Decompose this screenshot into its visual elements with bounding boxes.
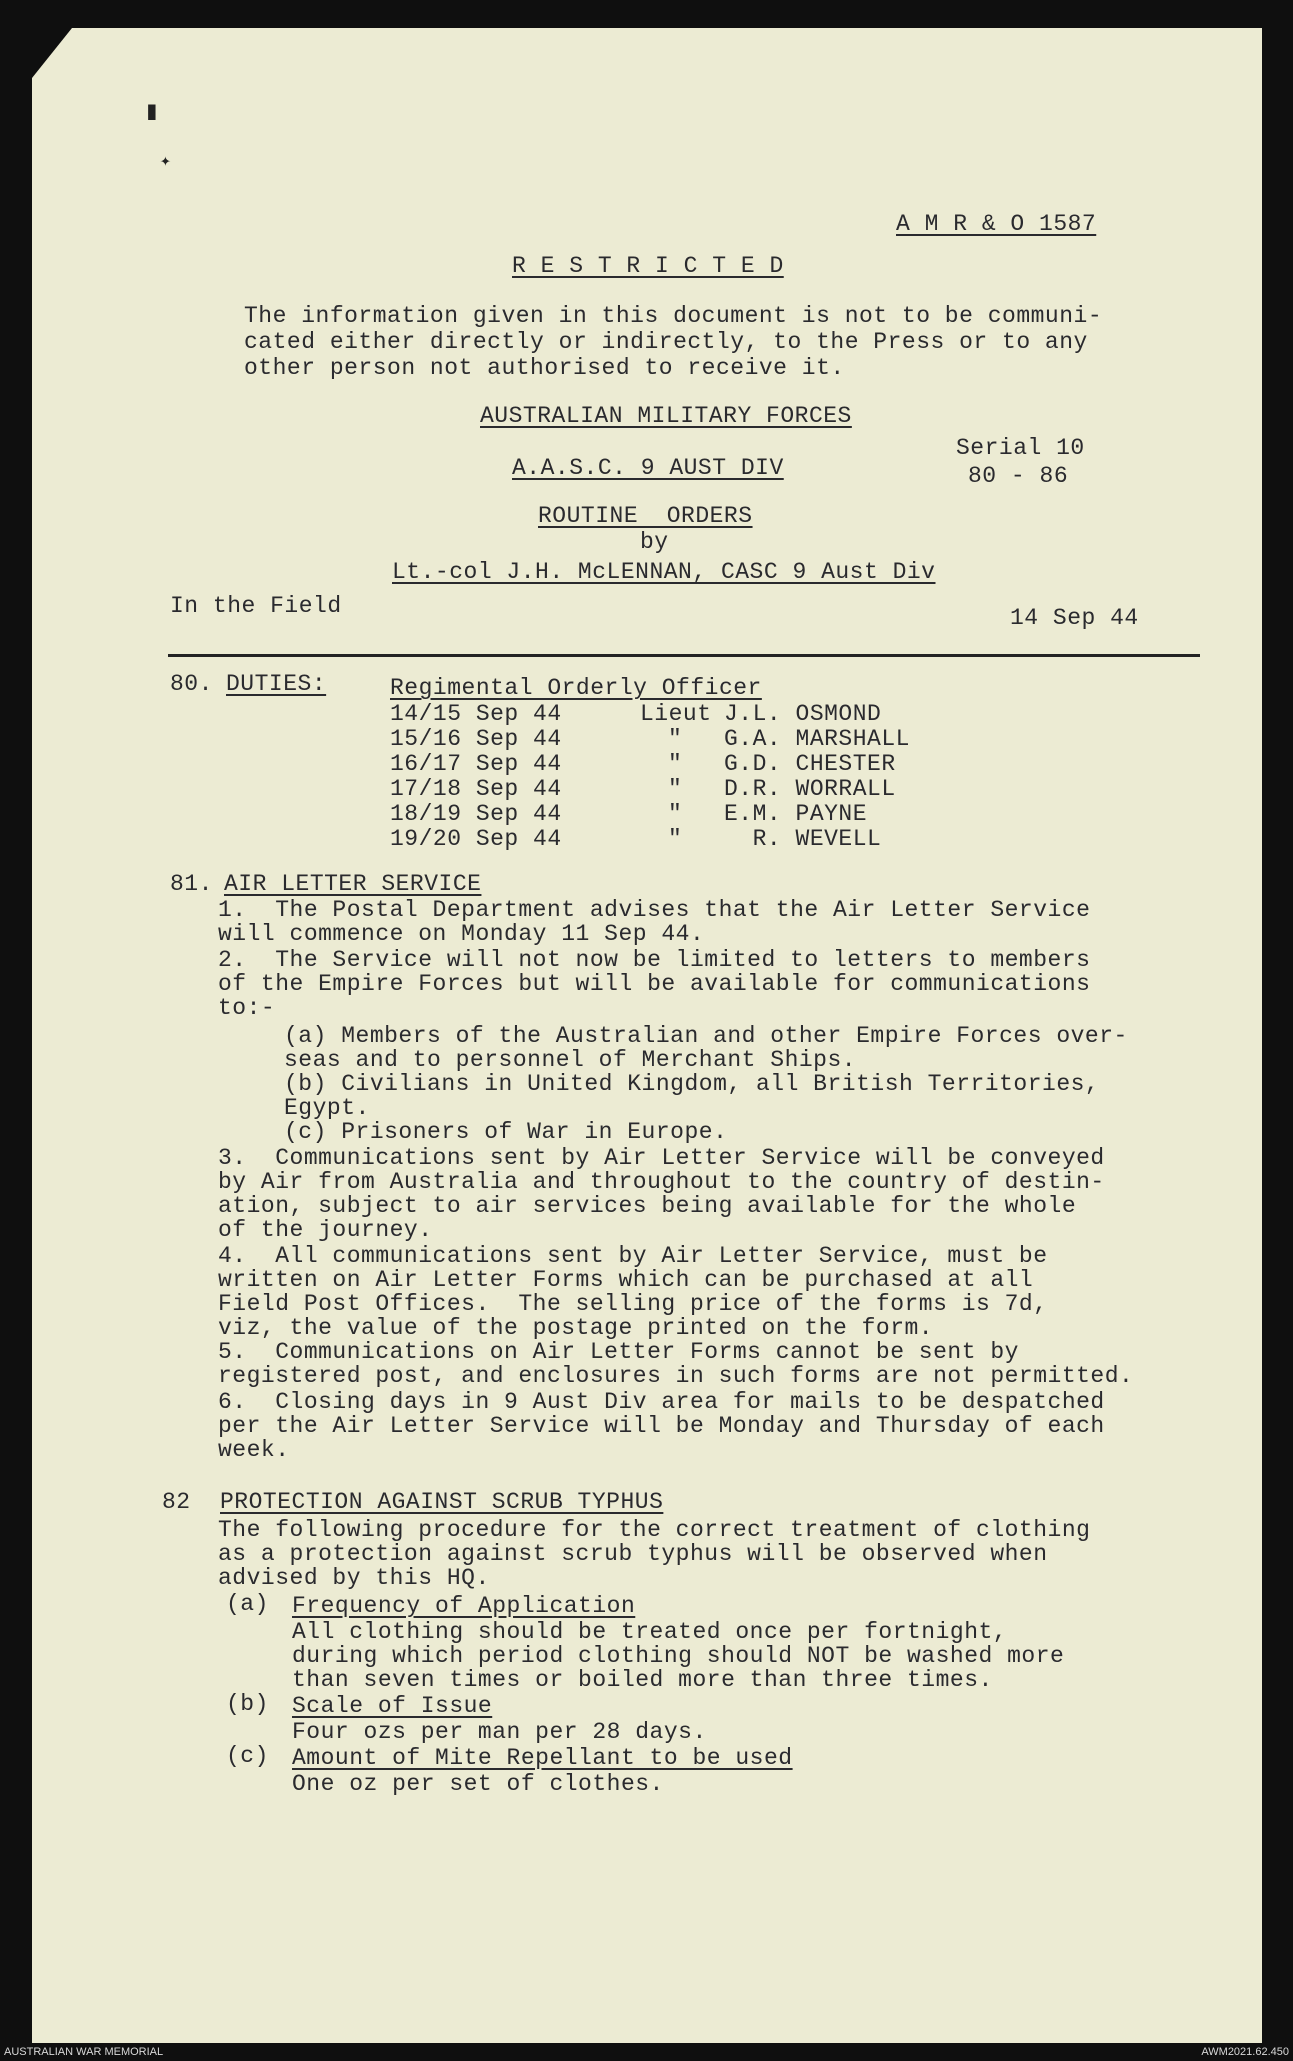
air-letter-subline: (a) Members of the Australian and other Empire Forces over-: [284, 1023, 1128, 1049]
air-letter-line: 3. Communications sent by Air Letter Service will be conveyed: [218, 1145, 1105, 1171]
air-letter-line: will commence on Monday 11 Sep 44.: [218, 921, 705, 947]
air-letter-line: per the Air Letter Service will be Monday and Thursday of each: [218, 1413, 1105, 1439]
unit-title: A.A.S.C. 9 AUST DIV: [512, 455, 784, 481]
roster-rank: Lieut: [640, 701, 712, 727]
roster-date: 18/19 Sep 44: [390, 801, 562, 827]
typhus-intro-line: advised by this HQ.: [218, 1565, 490, 1591]
air-letter-line: written on Air Letter Forms which can be purchased at all: [218, 1267, 1034, 1293]
duties-subtitle: Regimental Orderly Officer: [390, 675, 762, 701]
roster-name: J.L. OSMOND: [724, 701, 882, 727]
air-letter-line: 5. Communications on Air Letter Forms cannot be sent by: [218, 1339, 1019, 1365]
author-line: Lt.-col J.H. McLENNAN, CASC 9 Aust Div: [392, 559, 936, 585]
footer-accession: AWM2021.62.450: [1201, 2046, 1289, 2058]
staple-mark: ▮: [144, 97, 160, 127]
roster-name: G.A. MARSHALL: [724, 726, 910, 752]
typhus-item-label: (b): [226, 1691, 269, 1717]
notice-line-2: cated either directly or indirectly, to the Press or to any: [244, 329, 1088, 355]
roster-date: 15/16 Sep 44: [390, 726, 562, 752]
by-label: by: [640, 529, 669, 555]
roster-name: D.R. WORRALL: [724, 776, 896, 802]
document-type: ROUTINE ORDERS: [538, 503, 753, 529]
roster-rank: ": [668, 801, 683, 827]
air-letter-subline: Egypt.: [284, 1095, 370, 1121]
notice-line-3: other person not authorised to receive it.: [244, 355, 845, 381]
roster-rank: ": [668, 726, 683, 752]
typhus-item-text: during which period clothing should NOT be washed more: [292, 1643, 1065, 1669]
staple-mark-small: ✦: [160, 152, 171, 172]
typhus-item-label: (a): [226, 1591, 269, 1617]
serial-range: 80 - 86: [968, 463, 1069, 489]
typhus-item-text: All clothing should be treated once per fortnight,: [292, 1619, 1008, 1645]
air-letter-line: Field Post Offices. The selling price of the forms is 7d,: [218, 1291, 1048, 1317]
roster-name: E.M. PAYNE: [724, 801, 868, 827]
header-divider: [168, 654, 1200, 657]
air-letter-line: viz, the value of the postage printed on the form.: [218, 1315, 934, 1341]
roster-rank: ": [668, 776, 683, 802]
air-letter-subline: (b) Civilians in United Kingdom, all British Territories,: [284, 1071, 1100, 1097]
section-82-number: 82: [162, 1489, 191, 1515]
roster-date: 17/18 Sep 44: [390, 776, 562, 802]
roster-date: 16/17 Sep 44: [390, 751, 562, 777]
air-letter-line: 2. The Service will not now be limited to letters to members: [218, 947, 1091, 973]
air-letter-line: to:-: [218, 995, 276, 1021]
roster-rank: ": [668, 826, 683, 852]
section-82-title: PROTECTION AGAINST SCRUB TYPHUS: [220, 1489, 664, 1515]
footer-credit: AUSTRALIAN WAR MEMORIAL: [4, 2046, 164, 2058]
roster-rank: ": [668, 751, 683, 777]
air-letter-line: of the journey.: [218, 1217, 433, 1243]
roster-date: 14/15 Sep 44: [390, 701, 562, 727]
air-letter-subline: seas and to personnel of Merchant Ships.: [284, 1047, 857, 1073]
typhus-item-text: than seven times or boiled more than three times.: [292, 1667, 993, 1693]
typhus-item-heading: Frequency of Application: [292, 1593, 636, 1619]
roster-name: G.D. CHESTER: [724, 751, 896, 777]
air-letter-line: 4. All communications sent by Air Letter Service, must be: [218, 1243, 1048, 1269]
section-81-number: 81.: [170, 871, 213, 897]
air-letter-line: week.: [218, 1437, 290, 1463]
document-date: 14 Sep 44: [1010, 605, 1139, 631]
air-letter-line: of the Empire Forces but will be available for communications: [218, 971, 1091, 997]
air-letter-line: ation, subject to air services being available for the whole: [218, 1193, 1077, 1219]
section-80-title: DUTIES:: [226, 671, 327, 697]
organisation-title: AUSTRALIAN MILITARY FORCES: [480, 403, 852, 429]
roster-name: R. WEVELL: [724, 826, 882, 852]
roster-date: 19/20 Sep 44: [390, 826, 562, 852]
typhus-item-heading: Scale of Issue: [292, 1693, 493, 1719]
document-reference: A M R & O 1587: [896, 211, 1097, 237]
air-letter-subline: (c) Prisoners of War in Europe.: [284, 1119, 728, 1145]
typhus-item-label: (c): [226, 1743, 269, 1769]
air-letter-line: registered post, and enclosures in such forms are not permitted.: [218, 1363, 1134, 1389]
classification-heading: R E S T R I C T E D: [512, 253, 784, 279]
typhus-intro-line: as a protection against scrub typhus will be observed when: [218, 1541, 1048, 1567]
section-80-number: 80.: [170, 671, 213, 697]
air-letter-line: by Air from Australia and throughout to the country of destin-: [218, 1169, 1105, 1195]
notice-line-1: The information given in this document is not to be communi-: [244, 303, 1103, 329]
section-81-title: AIR LETTER SERVICE: [224, 871, 482, 897]
air-letter-line: 1. The Postal Department advises that the Air Letter Service: [218, 897, 1091, 923]
typhus-item-text: One oz per set of clothes.: [292, 1771, 664, 1797]
typhus-item-text: Four ozs per man per 28 days.: [292, 1719, 707, 1745]
air-letter-line: 6. Closing days in 9 Aust Div area for mails to be despatched: [218, 1389, 1105, 1415]
serial-number: Serial 10: [956, 435, 1085, 461]
location: In the Field: [170, 593, 342, 619]
typhus-intro-line: The following procedure for the correct treatment of clothing: [218, 1517, 1091, 1543]
typhus-item-heading: Amount of Mite Repellant to be used: [292, 1745, 793, 1771]
